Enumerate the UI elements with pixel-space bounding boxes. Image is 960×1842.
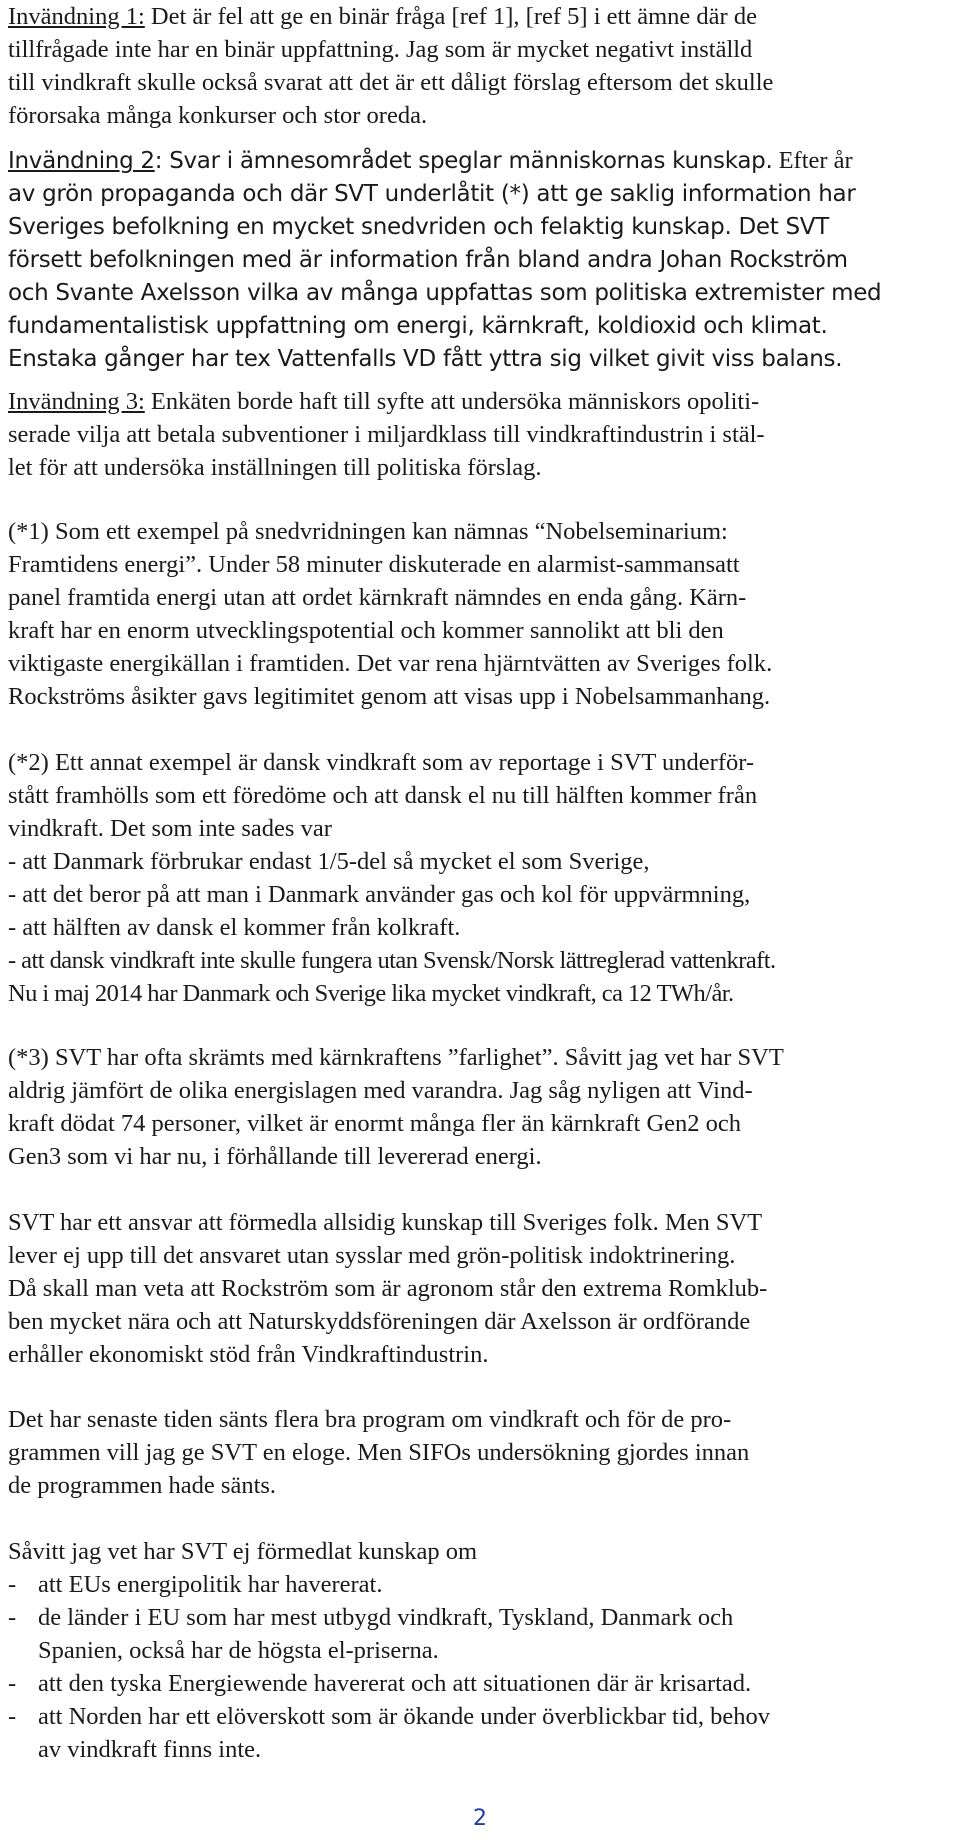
text-line: SVT har ett ansvar att förmedla allsidig kunskap till Sveriges folk. Men SVT xyxy=(8,1209,763,1236)
paragraph-knowledge-list xyxy=(8,1535,948,1766)
text-line: Invändning 2: Svar i ämnesområdet speglar människornas kunskap. Efter år xyxy=(8,147,853,174)
text-line: (*2) Ett annat exempel är dansk vindkraft som av reportage i SVT underför- xyxy=(8,749,755,776)
text-line: vindkraft. Det som inte sades var xyxy=(8,815,332,842)
text-line: tillfrågade inte har en binär uppfattning. Jag som är mycket negativt inställd xyxy=(8,36,753,63)
list-item: - att dansk vindkraft inte skulle fungera utan Svensk/Norsk lättreglerad vattenkraft. xyxy=(8,947,776,974)
bullet-dash: - xyxy=(8,1604,17,1631)
footnote-1 xyxy=(8,515,948,713)
objection-3-label: Invändning 3: xyxy=(8,388,145,415)
text-line: Invändning 3: Enkäten borde haft till syfte att undersöka människors opoliti- xyxy=(8,388,760,415)
text-line: förorsaka många konkurser och stor oreda. xyxy=(8,102,428,129)
objection-3 xyxy=(8,385,948,484)
text-line: serade vilja att betala subventioner i miljardklass till vindkraftindustrin i stäl- xyxy=(8,421,765,448)
list-item: - de länder i EU som har mest utbygd vindkraft, Tyskland, Danmark och Spanien, också har de högsta el-priserna. xyxy=(8,1601,948,1667)
footnote-3 xyxy=(8,1041,948,1173)
list-item: - att Danmark förbrukar endast 1/5-del så mycket el som Sverige, xyxy=(8,848,650,875)
list-item: - att det beror på att man i Danmark använder gas och kol för uppvärmning, xyxy=(8,881,751,908)
list-item: - att hälften av dansk el kommer från kolkraft. xyxy=(8,914,461,941)
objection-2 xyxy=(8,144,948,376)
text-line: de programmen hade sänts. xyxy=(8,1472,277,1499)
text-line: let för att undersöka inställningen till politiska förslag. xyxy=(8,454,542,481)
objection-1 xyxy=(8,0,948,132)
footnote-2 xyxy=(8,746,948,1010)
text-line: lever ej upp till det ansvaret utan sysslar med grön-politisk indoktrinering. xyxy=(8,1242,736,1269)
text-line: aldrig jämfört de olika energislagen med varandra. Jag såg nyligen att Vind- xyxy=(8,1077,753,1104)
list-item: - att den tyska Energiewende havererat och att situationen där är krisartad. xyxy=(8,1667,948,1700)
list-item: - att EUs energipolitik har havererat. xyxy=(8,1568,948,1601)
text-line: erhåller ekonomiskt stöd från Vindkraftindustrin. xyxy=(8,1341,489,1368)
text-line: Gen3 som vi har nu, i förhållande till levererad energi. xyxy=(8,1143,542,1170)
page-number: 2 xyxy=(473,1806,487,1831)
text-line: kraft har en enorm utvecklingspotential och kommer sannolikt att bli den xyxy=(8,617,724,644)
paragraph-svt-responsibility xyxy=(8,1206,948,1371)
text-line: viktigaste energikällan i framtiden. Det var rena hjärntvätten av Sveriges folk. xyxy=(8,650,773,677)
text-line: panel framtida energi utan att ordet kärnkraft nämndes en enda gång. Kärn- xyxy=(8,584,747,611)
text-line: Nu i maj 2014 har Danmark och Sverige lika mycket vindkraft, ca 12 TWh/år. xyxy=(8,980,734,1007)
text-line: till vindkraft skulle också svarat att det är ett dåligt förslag eftersom det skulle xyxy=(8,69,774,96)
text-line: (*3) SVT har ofta skrämts med kärnkraftens ”farlighet”. Såvitt jag vet har SVT xyxy=(8,1044,784,1071)
text-line: försett befolkningen med är information från bland andra Johan Rockström xyxy=(8,247,848,273)
objection-2-lead: : Svar i ämnesområdet speglar människornas kunskap. xyxy=(154,148,773,174)
objection-2-label: Invändning 2 xyxy=(8,148,155,174)
text-line: Då skall man veta att Rockström som är agronom står den extrema Romklub- xyxy=(8,1275,768,1302)
text-line: Rockströms åsikter gavs legitimitet genom att visas upp i Nobelsammanhang. xyxy=(8,683,771,710)
text-line: Det har senaste tiden sänts flera bra program om vindkraft och för de pro- xyxy=(8,1406,732,1433)
text-line: och Svante Axelsson vilka av många uppfattas som politiska extremister med xyxy=(8,280,882,306)
text-line: ben mycket nära och att Naturskyddsföreningen där Axelsson är ordförande xyxy=(8,1308,751,1335)
list-intro: Såvitt jag vet har SVT ej förmedlat kunskap om xyxy=(8,1538,478,1565)
text-line: fundamentalistisk uppfattning om energi, kärnkraft, koldioxid och klimat. xyxy=(8,313,828,339)
bullet-dash: - xyxy=(8,1703,17,1730)
text-line: grammen vill jag ge SVT en eloge. Men SIFOs undersökning gjordes innan xyxy=(8,1439,750,1466)
list-item: - att Norden har ett elöverskott som är ökande under överblickbar tid, behov av vindkraft finns inte. xyxy=(8,1700,948,1766)
paragraph-programs xyxy=(8,1403,948,1502)
text-line: Invändning 1: Det är fel att ge en binär fråga [ref 1], [ref 5] i ett ämne där de xyxy=(8,3,757,30)
text-line: Sveriges befolkning en mycket snedvriden och felaktig kunskap. Det SVT xyxy=(8,214,829,240)
bullet-dash: - xyxy=(8,1571,17,1598)
text-line: av grön propaganda och där SVT underlåtit (*) att ge saklig information har xyxy=(8,181,856,207)
objection-1-label: Invändning 1: xyxy=(8,3,145,30)
text-line: stått framhölls som ett föredöme och att dansk el nu till hälften kommer från xyxy=(8,782,758,809)
text-line: kraft dödat 74 personer, vilket är enormt många fler än kärnkraft Gen2 och xyxy=(8,1110,742,1137)
bullet-dash: - xyxy=(8,1670,17,1697)
text-line: Enstaka gånger har tex Vattenfalls VD fått yttra sig vilket givit viss balans. xyxy=(8,346,843,372)
text-line: (*1) Som ett exempel på snedvridningen kan nämnas “Nobelseminarium: xyxy=(8,518,728,545)
text-line: Framtidens energi”. Under 58 minuter diskuterade en alarmist-sammansatt xyxy=(8,551,740,578)
